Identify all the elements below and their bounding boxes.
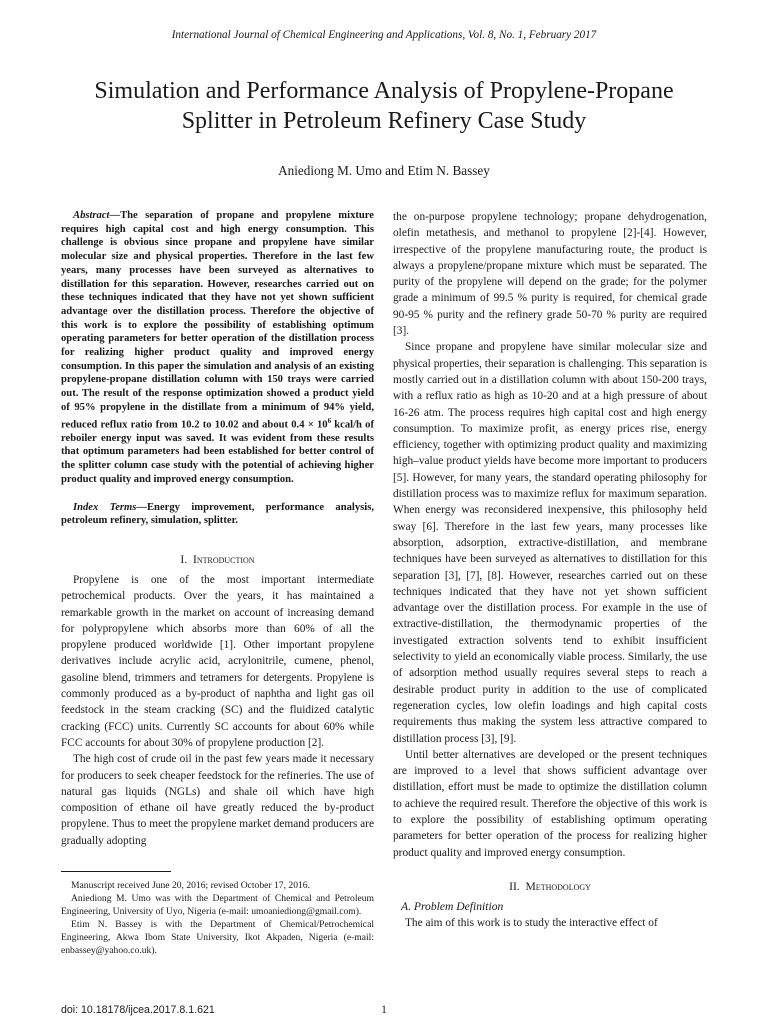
- section-heading-introduction: [61, 552, 374, 568]
- subsection-problem-definition: A. Problem Definition: [401, 899, 504, 913]
- abstract-superscript: 6: [327, 416, 332, 425]
- right-paragraph-3: Until better alternatives are developed or the present techniques are improved to a level that shows sufficient advantage over distillation, effort must be made to optimize the distillation column to achieve the required result. Therefore the objective of this work is to explore the possibility of establishing optimum operating parameters for better operation of the process for realizing higher product quality and improved energy consumption.: [393, 748, 707, 859]
- index-terms: [61, 501, 374, 528]
- footnote-author-2: Etim N. Bassey is with the Department of Chemical/Petrochemical Engineering, Akwa Ibom State University, Ikot Akpaden, Nigeria (e-mail: enbassey@yahoo.co.uk).: [61, 918, 374, 956]
- left-column: [61, 209, 374, 849]
- section1-title: Introduction: [192, 553, 255, 566]
- index-terms-label: Index Terms: [73, 501, 137, 513]
- index-terms-text: —Energy improvement, performance analysis, petroleum refinery, simulation, splitter.: [61, 501, 374, 527]
- section2-numeral: II.: [509, 879, 520, 893]
- title-line-1: Simulation and Performance Analysis of Propylene-Propane: [94, 78, 674, 104]
- abstract-label: Abstract: [73, 210, 110, 221]
- right-paragraph-4: The aim of this work is to study the interactive effect of: [405, 916, 658, 929]
- page-number: 1: [381, 1004, 387, 1016]
- right-column: [393, 209, 707, 931]
- paper-title: [40, 76, 728, 137]
- doi-link[interactable]: doi: 10.18178/ijcea.2017.8.1.621: [61, 1004, 215, 1016]
- abstract: [61, 209, 374, 487]
- author-line: Aniediong M. Umo and Etim N. Bassey: [278, 163, 490, 178]
- right-paragraph-1: the on-purpose propylene technology; propane dehydrogenation, olefin metathesis, and methanol to propylene [2]-[4]. However, irrespective of the propylene manufacturing route, the product is always a propylene/propane mixture which must be separated. The purity of the propylene will depend on the grade; for the polymer grade a minimum of 99.5 % purity is required, for chemical grade 90-95 % purity and the refinery grade 50-70 % purity are required [3].: [393, 211, 707, 338]
- footnote-received: Manuscript received June 20, 2016; revised October 17, 2016.: [71, 880, 310, 891]
- abstract-text: —The separation of propane and propylene mixture requires high capital cost and high energy consumption. This challenge is obvious since propane and propylene have similar molecular size and physical properties. Therefore in the last few years, many processes have been surveyed as alternatives to distillation for this separation. However, researches carried out on these techniques indicated that they have not yet shown sufficient advantage over the distillation process. Therefore the objective of this work is to explore the possibility of establishing optimum operating parameters for better operation of the distillation process for realizing higher product quality and improved energy consumption. In this paper the simulation and analysis of an existing propylene-propane distillation column with 150 trays were carried out. The result of the response optimization showed a product yield of 95% propylene in the distillate from a minimum of 94% yield, reduced reflux ratio from 10.2 to 10.02 and about 0.4 × 10: [61, 210, 374, 431]
- section2-title: Methodology: [525, 879, 591, 893]
- intro-paragraph-2: The high cost of crude oil in the past few years made it necessary for producers to seek cheaper feedstock for the refineries. The use of natural gas liquids (NGLs) and shale oil which have high composition of ethane oil have greatly reduced the by-product propylene. Thus to meet the propylene market demand producers are gradually adopting: [61, 753, 374, 847]
- title-line-2: Splitter in Petroleum Refinery Case Study: [181, 108, 587, 135]
- abstract-text-end: kcal/h of reboiler energy input was saved. It was evident from these results that optimum parameters had been established for better control of the splitter column case study with the potential of achieving higher product quality and improved energy consumption.: [61, 419, 374, 485]
- footnote-author-1: Aniediong M. Umo was with the Department of Chemical and Petroleum Engineering, University of Uyo, Nigeria (e-mail: umoaniediong@gmail.com).: [61, 892, 374, 917]
- intro-paragraph-1: Propylene is one of the most important intermediate petrochemical products. Over the years, it has maintained a remarkable growth in the market on account of increasing demand for polypropylene which absorbs more than 60% of all the propylene produced worldwide [1]. Other important propylene derivatives include acrylic acid, acrylonitrile, cumene, phenol, gasoline blend, trimmers and tetramers for detergents. Propylene is commonly produced as a by-product of naphtha and light gas oil feedstock in the steam cracking (SC) and the fluidized catalytic cracking (FCC) units. Currently SC accounts for about 60% while FCC accounts for about 30% of propylene production [2].: [61, 574, 374, 749]
- section-heading-methodology: [393, 879, 707, 895]
- section1-numeral: I.: [180, 553, 188, 566]
- right-paragraph-2: Since propane and propylene have similar molecular size and physical properties, their separation is challenging. This separation is mostly carried out in a distillation column with about 150-200 trays, with a reflux ratio as high as 10-20 and at a high pressure of about 16-26 atm. The process requires high capital cost and high energy consumption. To maximize profit, as energy prices rise, energy efficiency, together with optimizing product quality and maximizing high–value product yields have become more important to producers [5]. However, for many years, the standard operating philosophy for distillation process was to maximize reflux for maximum separation. When energy was reconsidered inexpensive, this philosophy held sway [6]. Therefore in the last few years, many processes like absorption, adsorption, extractive-distillation, and membrane techniques have been surveyed as alternatives to distillation for this separation [3], [7], [8]. However, researches carried out on these techniques indicated that they have not yet shown sufficient advantage over the distillation process. For example in the use of extractive-distillation, the thermodynamic properties of the investigated extraction solvents tend to exhibit insufficient selectivity to yield an economically viable process. Similarly, the use of adsorption method usually requires several steps to reach a desirable product purity in addition to the use of complicated regeneration cycles, low olefin loadings and high capital costs requirements thus making the system less attractive compared to distillation process [3], [9].: [393, 341, 707, 745]
- footnotes: [61, 880, 374, 957]
- footnote-divider: [61, 871, 171, 872]
- journal-header: International Journal of Chemical Engineering and Applications, Vol. 8, No. 1, February 2017: [171, 29, 597, 41]
